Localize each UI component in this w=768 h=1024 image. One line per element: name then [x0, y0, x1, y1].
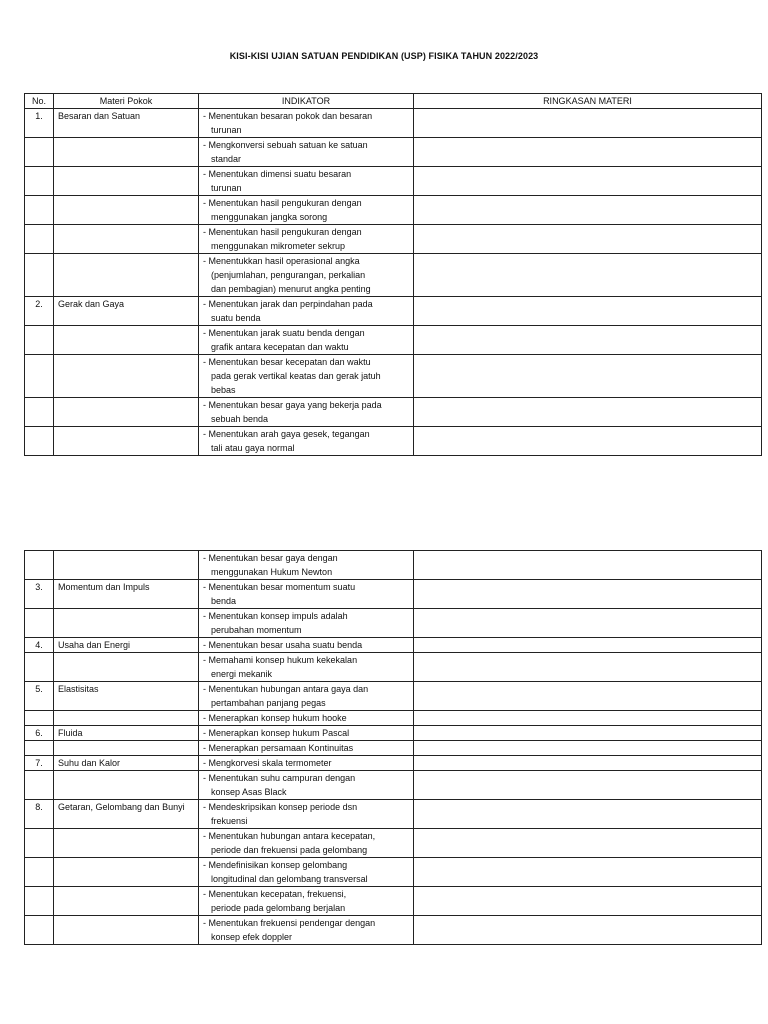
indikator-line: - Menentukan hubungan antara kecepatan,: [203, 831, 376, 841]
indikator-line: grafik antara kecepatan dan waktu: [211, 342, 349, 352]
indikator-line: - Menentukan kecepatan, frekuensi,: [203, 889, 347, 899]
cell-materi-pokok: [54, 326, 199, 355]
indikator-line: pada gerak vertikal keatas dan gerak jatuh: [211, 371, 381, 381]
table-header-row: [25, 94, 762, 109]
cell-no: [25, 829, 54, 858]
cell-no: [25, 225, 54, 254]
cell-ringkasan-materi: [414, 109, 762, 138]
cell-ringkasan-materi: [414, 916, 762, 945]
cell-no: [25, 138, 54, 167]
cell-materi-pokok: [54, 916, 199, 945]
indikator-line: benda: [211, 596, 237, 606]
cell-indikator: [199, 225, 414, 254]
cell-no: [25, 254, 54, 297]
cell-materi-pokok: [54, 741, 199, 756]
indikator-line: suatu benda: [211, 313, 261, 323]
cell-materi-pokok: [54, 711, 199, 726]
indikator-line: - Menentukan jarak dan perpindahan pada: [203, 299, 373, 309]
cell-no: [25, 653, 54, 682]
cell-ringkasan-materi: [414, 682, 762, 711]
cell-indikator: [199, 355, 414, 398]
indikator-line: frekuensi: [211, 816, 248, 826]
cell-ringkasan-materi: [414, 580, 762, 609]
indikator-line: sebuah benda: [211, 414, 269, 424]
cell-indikator: [199, 858, 414, 887]
cell-ringkasan-materi: [414, 771, 762, 800]
cell-indikator: [199, 609, 414, 638]
cell-ringkasan-materi: [414, 638, 762, 653]
table-row: [25, 254, 762, 297]
cell-ringkasan-materi: [414, 297, 762, 326]
cell-no: [25, 771, 54, 800]
cell-no: 3.: [25, 580, 54, 609]
cell-materi-pokok: [54, 398, 199, 427]
indikator-line: standar: [211, 154, 242, 164]
table-row: [25, 653, 762, 682]
indikator-line: menggunakan Hukum Newton: [211, 567, 333, 577]
cell-no: [25, 398, 54, 427]
cell-materi-pokok: [54, 427, 199, 456]
indikator-line: - Menentukan besar gaya dengan: [203, 553, 338, 563]
cell-materi-pokok: Suhu dan Kalor: [54, 756, 199, 771]
cell-materi-pokok: [54, 196, 199, 225]
cell-ringkasan-materi: [414, 726, 762, 741]
cell-indikator: [199, 829, 414, 858]
cell-no: 8.: [25, 800, 54, 829]
cell-no: [25, 858, 54, 887]
cell-indikator: [199, 771, 414, 800]
indikator-line: - Menentukan besar momentum suatu: [203, 582, 356, 592]
cell-indikator: [199, 167, 414, 196]
cell-no: [25, 711, 54, 726]
indikator-line: - Menerapkan persamaan Kontinuitas: [203, 743, 354, 753]
table-row: [25, 355, 762, 398]
table-row: [25, 427, 762, 456]
indikator-line: tali atau gaya normal: [211, 443, 295, 453]
indikator-line: - Menentukan dimensi suatu besaran: [203, 169, 352, 179]
cell-indikator: [199, 196, 414, 225]
table-row: [25, 580, 762, 609]
indikator-line: perubahan momentum: [211, 625, 302, 635]
cell-indikator: [199, 109, 414, 138]
indikator-line: longitudinal dan gelombang transversal: [211, 874, 368, 884]
indikator-line: turunan: [211, 183, 242, 193]
cell-indikator: [199, 551, 414, 580]
cell-ringkasan-materi: [414, 326, 762, 355]
cell-ringkasan-materi: [414, 653, 762, 682]
cell-no: [25, 551, 54, 580]
cell-indikator: [199, 800, 414, 829]
indikator-line: pertambahan panjang pegas: [211, 698, 326, 708]
cell-no: [25, 355, 54, 398]
indikator-line: turunan: [211, 125, 242, 135]
indikator-line: - Menentukan besar gaya yang bekerja pada: [203, 400, 382, 410]
indikator-line: bebas: [211, 385, 236, 395]
cell-no: [25, 427, 54, 456]
cell-materi-pokok: Fluida: [54, 726, 199, 741]
cell-materi-pokok: Getaran, Gelombang dan Bunyi: [54, 800, 199, 829]
cell-ringkasan-materi: [414, 167, 762, 196]
table-row: [25, 711, 762, 726]
table-row: [25, 858, 762, 887]
table-row: [25, 726, 762, 741]
cell-no: [25, 167, 54, 196]
cell-no: 2.: [25, 297, 54, 326]
cell-materi-pokok: Gerak dan Gaya: [54, 297, 199, 326]
cell-indikator: [199, 653, 414, 682]
table-row: [25, 326, 762, 355]
cell-materi-pokok: Besaran dan Satuan: [54, 109, 199, 138]
header-indikator: INDIKATOR: [199, 94, 414, 109]
indikator-line: - Menentukkan hasil operasional angka: [203, 256, 360, 266]
cell-indikator: [199, 326, 414, 355]
cell-ringkasan-materi: [414, 427, 762, 456]
cell-ringkasan-materi: [414, 609, 762, 638]
table-row: [25, 800, 762, 829]
cell-materi-pokok: [54, 609, 199, 638]
table-row: [25, 829, 762, 858]
cell-no: [25, 741, 54, 756]
cell-materi-pokok: [54, 887, 199, 916]
indikator-line: - Mendefinisikan konsep gelombang: [203, 860, 348, 870]
cell-ringkasan-materi: [414, 829, 762, 858]
cell-indikator: [199, 580, 414, 609]
cell-materi-pokok: [54, 254, 199, 297]
cell-materi-pokok: [54, 225, 199, 254]
cell-indikator: [199, 756, 414, 771]
table-row: [25, 551, 762, 580]
cell-materi-pokok: [54, 138, 199, 167]
cell-indikator: [199, 711, 414, 726]
cell-materi-pokok: [54, 858, 199, 887]
cell-materi-pokok: [54, 829, 199, 858]
table-row: [25, 771, 762, 800]
cell-ringkasan-materi: [414, 398, 762, 427]
cell-no: 5.: [25, 682, 54, 711]
cell-indikator: [199, 726, 414, 741]
indikator-line: - Mengkonversi sebuah satuan ke satuan: [203, 140, 368, 150]
indikator-line: - Mengkorvesi skala termometer: [203, 758, 332, 768]
indikator-line: periode pada gelombang berjalan: [211, 903, 346, 913]
indikator-line: menggunakan mikrometer sekrup: [211, 241, 346, 251]
table-row: [25, 297, 762, 326]
cell-indikator: [199, 138, 414, 167]
indikator-line: - Menentukan frekuensi pendengar dengan: [203, 918, 376, 928]
cell-ringkasan-materi: [414, 741, 762, 756]
indikator-line: - Menentukan besaran pokok dan besaran: [203, 111, 373, 121]
indikator-line: - Mendeskripsikan konsep periode dsn: [203, 802, 358, 812]
indikator-line: konsep Asas Black: [211, 787, 287, 797]
table-row: [25, 138, 762, 167]
indikator-line: - Menentukan arah gaya gesek, tegangan: [203, 429, 370, 439]
cell-ringkasan-materi: [414, 355, 762, 398]
table-row: [25, 167, 762, 196]
header-no: No.: [25, 94, 54, 109]
header-materi-pokok: Materi Pokok: [54, 94, 199, 109]
indikator-line: periode dan frekuensi pada gelombang: [211, 845, 368, 855]
cell-ringkasan-materi: [414, 858, 762, 887]
cell-ringkasan-materi: [414, 225, 762, 254]
table-row: [25, 398, 762, 427]
table-row: [25, 916, 762, 945]
table-row: [25, 609, 762, 638]
cell-ringkasan-materi: [414, 138, 762, 167]
indikator-line: - Memahami konsep hukum kekekalan: [203, 655, 358, 665]
indikator-line: - Menentukan hasil pengukuran dengan: [203, 227, 362, 237]
cell-ringkasan-materi: [414, 800, 762, 829]
table-row: [25, 756, 762, 771]
indikator-line: - Menentukan suhu campuran dengan: [203, 773, 356, 783]
cell-indikator: [199, 682, 414, 711]
kisi-kisi-table-page-2: [24, 550, 762, 945]
table-row: [25, 741, 762, 756]
indikator-line: energi mekanik: [211, 669, 273, 679]
cell-indikator: [199, 398, 414, 427]
indikator-line: - Menentukan besar kecepatan dan waktu: [203, 357, 371, 367]
cell-no: [25, 609, 54, 638]
indikator-line: dan pembagian) menurut angka penting: [211, 284, 371, 294]
indikator-line: - Menerapkan konsep hukum hooke: [203, 713, 347, 723]
indikator-line: (penjumlahan, pengurangan, perkalian: [211, 270, 366, 280]
cell-no: 7.: [25, 756, 54, 771]
cell-no: 1.: [25, 109, 54, 138]
cell-ringkasan-materi: [414, 711, 762, 726]
cell-no: [25, 887, 54, 916]
cell-no: [25, 916, 54, 945]
cell-materi-pokok: Elastisitas: [54, 682, 199, 711]
indikator-line: - Menentukan hubungan antara gaya dan: [203, 684, 369, 694]
indikator-line: - Menerapkan konsep hukum Pascal: [203, 728, 350, 738]
header-ringkasan-materi: RINGKASAN MATERI: [414, 94, 762, 109]
cell-no: [25, 196, 54, 225]
cell-indikator: [199, 916, 414, 945]
cell-indikator: [199, 254, 414, 297]
table-row: [25, 682, 762, 711]
cell-indikator: [199, 427, 414, 456]
cell-ringkasan-materi: [414, 551, 762, 580]
indikator-line: menggunakan jangka sorong: [211, 212, 328, 222]
table-row: [25, 196, 762, 225]
document-title: KISI-KISI UJIAN SATUAN PENDIDIKAN (USP) FISIKA TAHUN 2022/2023: [229, 51, 539, 61]
cell-ringkasan-materi: [414, 196, 762, 225]
indikator-line: konsep efek doppler: [211, 932, 293, 942]
table-row: [25, 225, 762, 254]
cell-ringkasan-materi: [414, 887, 762, 916]
cell-materi-pokok: [54, 771, 199, 800]
cell-materi-pokok: [54, 653, 199, 682]
cell-indikator: [199, 297, 414, 326]
indikator-line: - Menentukan besar usaha suatu benda: [203, 640, 363, 650]
cell-no: 4.: [25, 638, 54, 653]
indikator-line: - Menentukan konsep impuls adalah: [203, 611, 348, 621]
table-row: [25, 109, 762, 138]
cell-no: 6.: [25, 726, 54, 741]
cell-ringkasan-materi: [414, 756, 762, 771]
cell-ringkasan-materi: [414, 254, 762, 297]
cell-materi-pokok: Momentum dan Impuls: [54, 580, 199, 609]
cell-materi-pokok: [54, 167, 199, 196]
table-row: [25, 887, 762, 916]
cell-materi-pokok: [54, 551, 199, 580]
cell-materi-pokok: [54, 355, 199, 398]
indikator-line: - Menentukan jarak suatu benda dengan: [203, 328, 365, 338]
cell-indikator: [199, 887, 414, 916]
cell-materi-pokok: Usaha dan Energi: [54, 638, 199, 653]
cell-indikator: [199, 638, 414, 653]
table-row: [25, 638, 762, 653]
cell-no: [25, 326, 54, 355]
cell-indikator: [199, 741, 414, 756]
indikator-line: - Menentukan hasil pengukuran dengan: [203, 198, 362, 208]
kisi-kisi-table-page-1: [24, 93, 762, 456]
